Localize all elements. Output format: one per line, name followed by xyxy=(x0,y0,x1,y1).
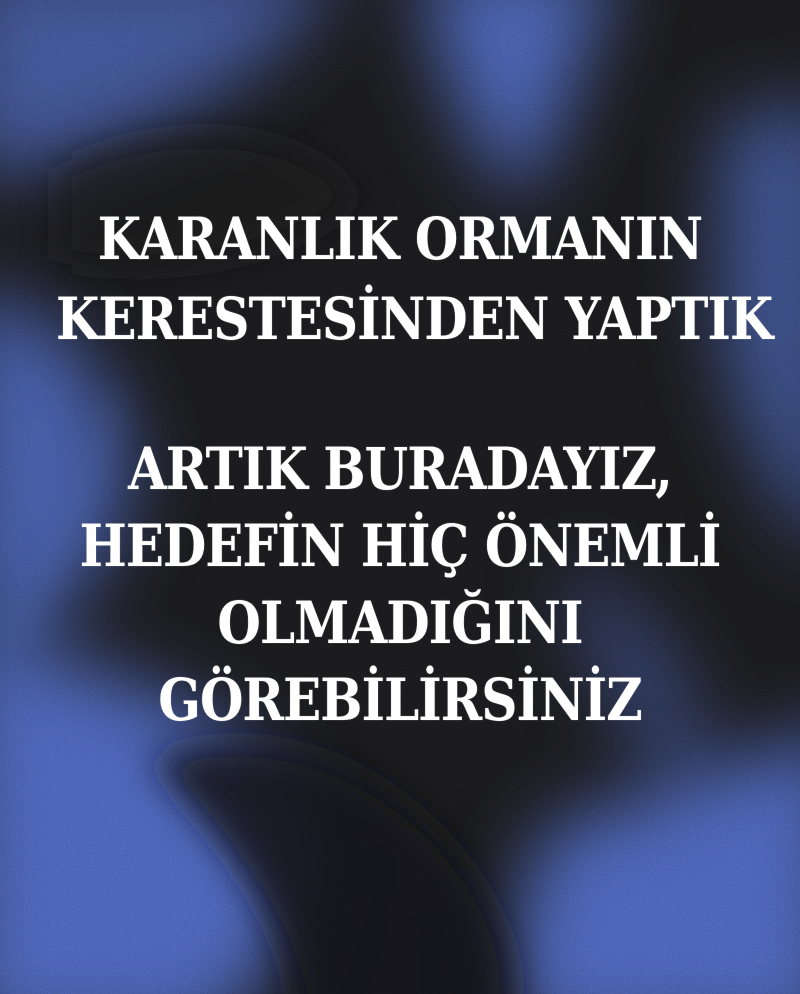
body-line-2: HEDEFİN HİÇ ÖNEMLİ xyxy=(79,512,721,580)
heading-line-1: KARANLIK ORMANIN xyxy=(97,205,703,273)
heading-line-2: KERESTESİNDEN YAPTIK xyxy=(56,285,773,353)
body-line-1: ARTIK BURADAYIZ, xyxy=(128,435,672,503)
body-line-4: GÖREBİLİRSİNİZ xyxy=(158,666,642,734)
body-line-3: OLMADIĞINI xyxy=(217,589,583,657)
